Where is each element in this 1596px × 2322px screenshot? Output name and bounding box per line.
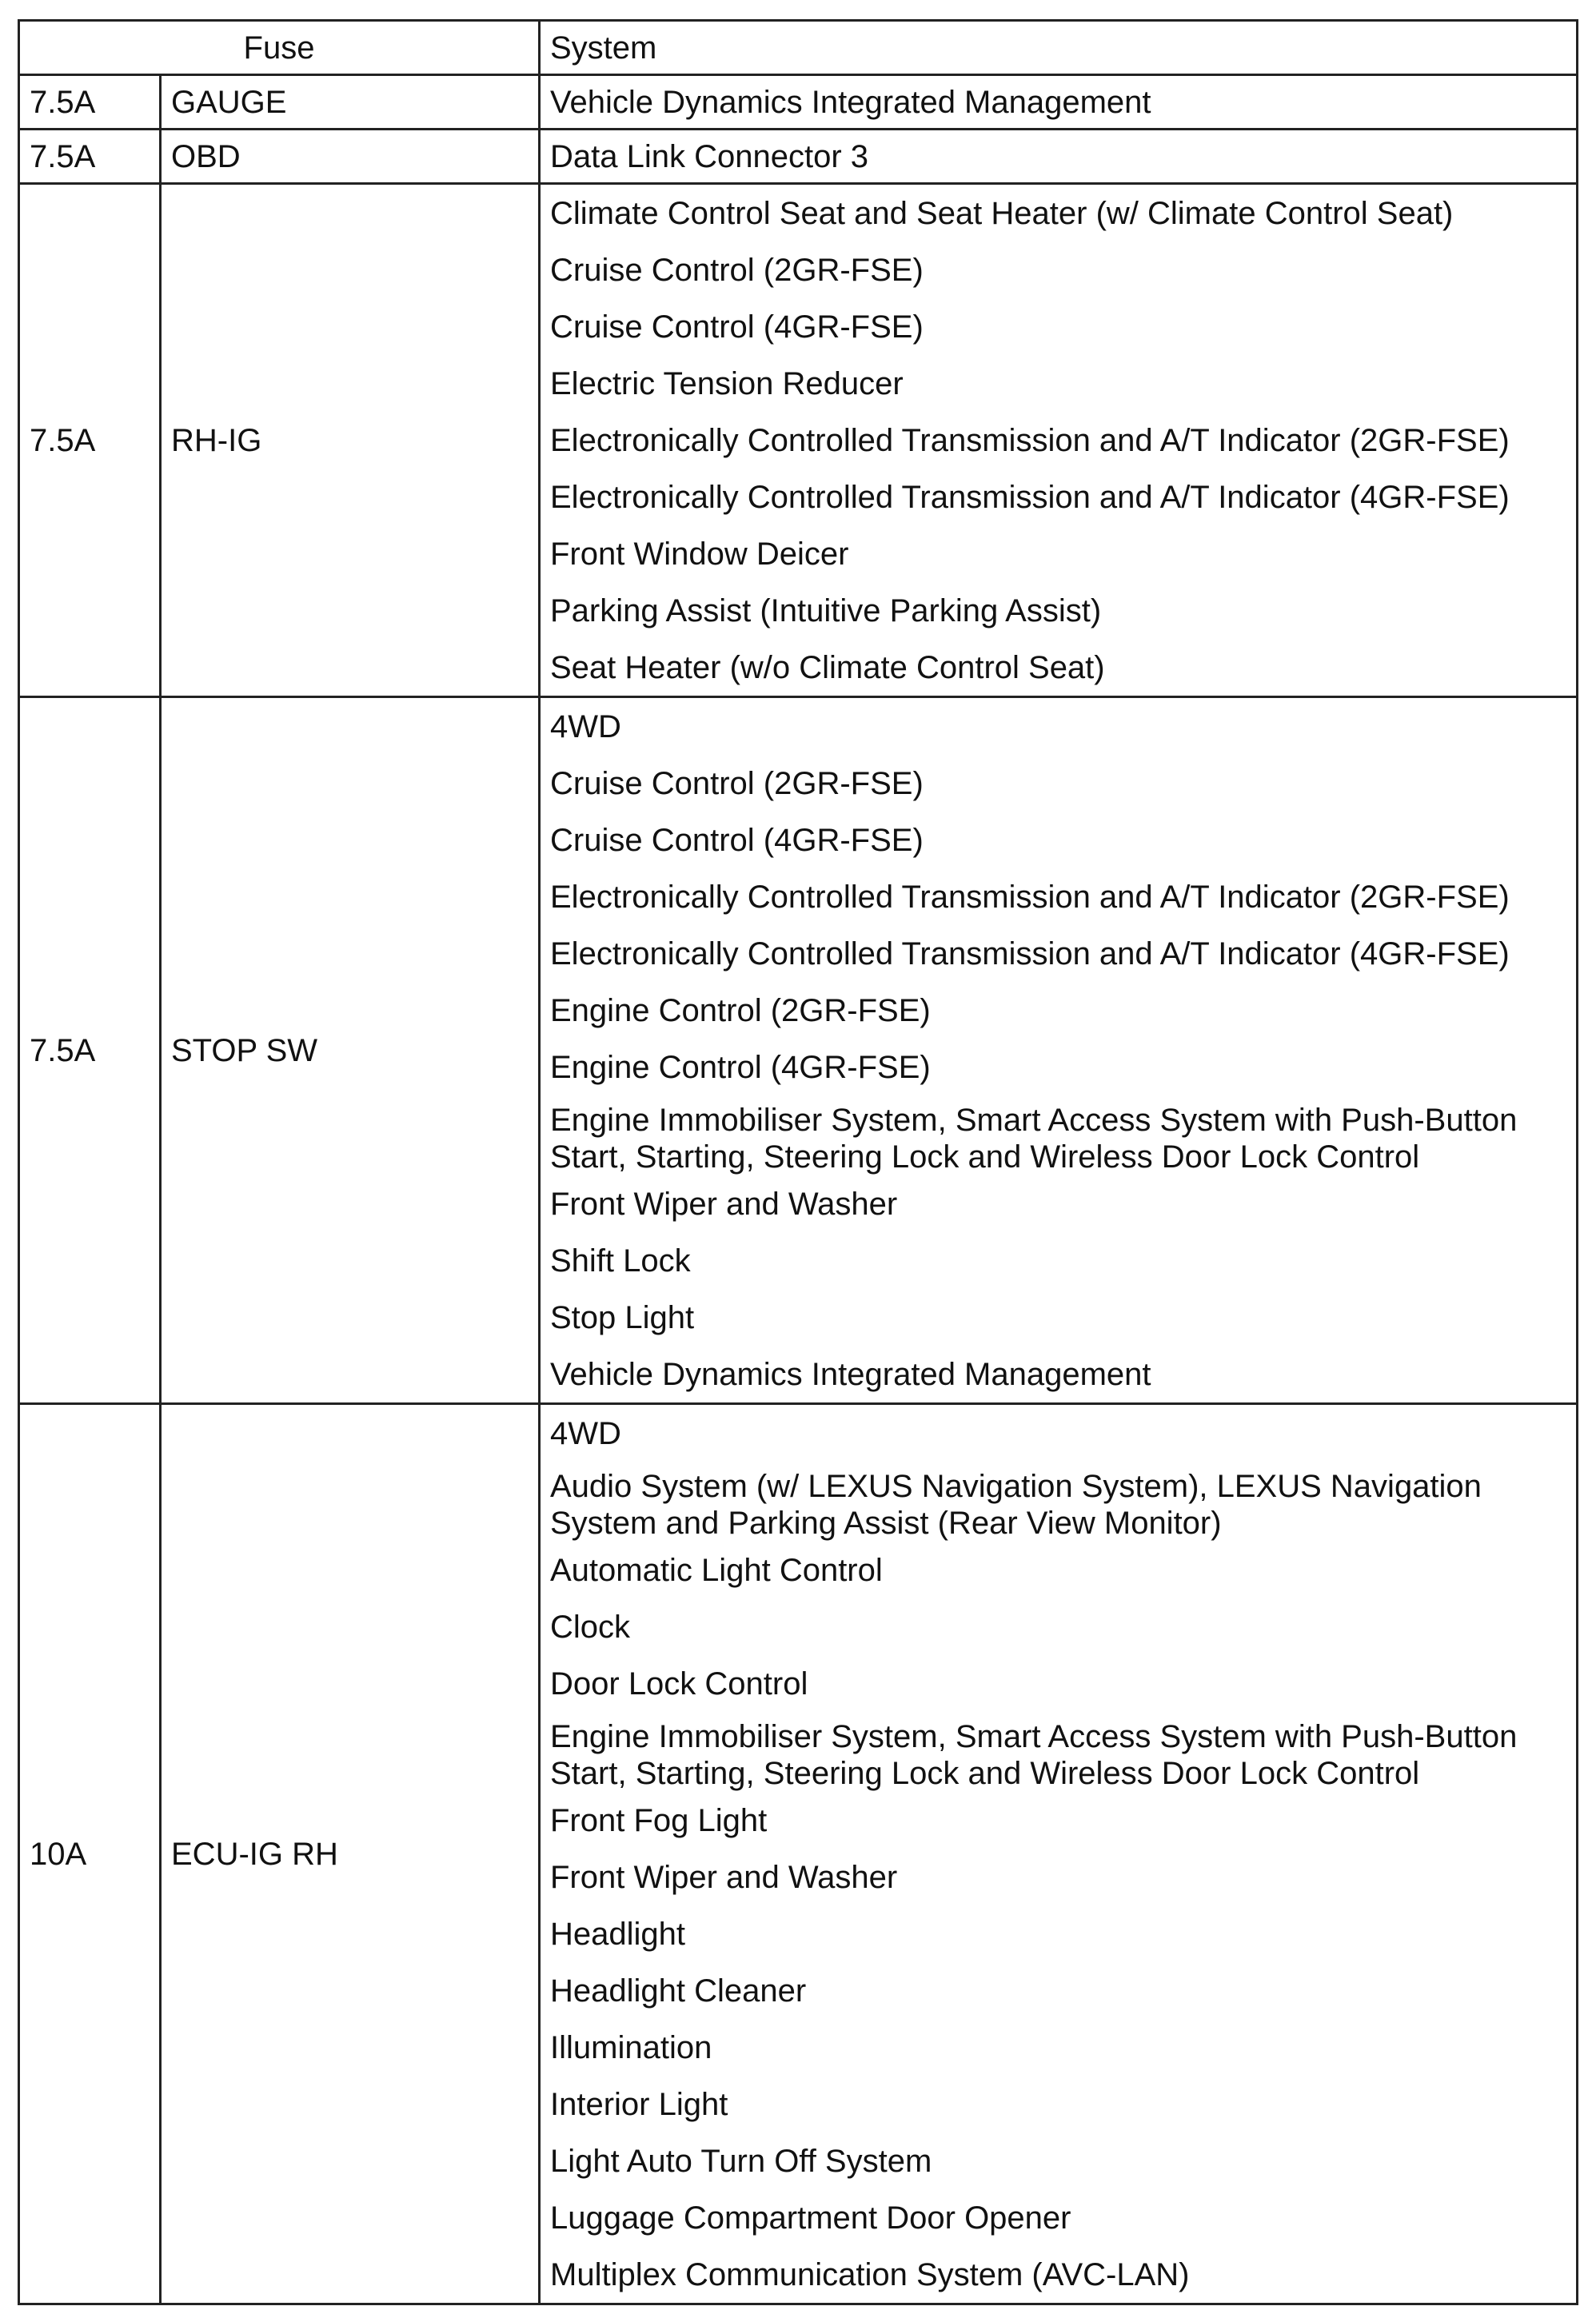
system-item: Cruise Control (4GR-FSE) <box>550 309 924 345</box>
system-item: 4WD <box>550 708 621 744</box>
table-row <box>19 697 1578 1404</box>
fuse-amperage: 10A <box>19 1404 161 2304</box>
system-item: Headlight Cleaner <box>550 1973 807 2009</box>
system-item: Seat Heater (w/o Climate Control Seat) <box>550 649 1105 685</box>
system-item: Multiplex Communication System (AVC-LAN) <box>550 2256 1190 2292</box>
system-cell <box>540 184 1578 697</box>
fuse-amperage: 7.5A <box>19 697 161 1404</box>
system-item: Electronically Controlled Transmission and A/T Indicator (4GR-FSE) <box>550 936 1510 971</box>
system-item: Clock <box>550 1609 631 1645</box>
system-item: Engine Immobiliser System, Smart Access System with Push-Button Start, Starting, Steering Lock and Wireless Door Lock Control <box>550 1719 1518 1791</box>
fuse-amperage: 7.5A <box>19 75 161 130</box>
system-item: Climate Control Seat and Seat Heater (w/ Climate Control Seat) <box>550 195 1454 231</box>
system-item: Front Wiper and Washer <box>550 1186 898 1222</box>
system-item: Luggage Compartment Door Opener <box>550 2200 1071 2236</box>
fuse-name: RH-IG <box>161 184 540 697</box>
system-item: Parking Assist (Intuitive Parking Assist) <box>550 592 1102 628</box>
table-body <box>19 75 1578 2304</box>
header-system: System <box>540 21 1578 75</box>
system-item: Front Fog Light <box>550 1802 768 1838</box>
system-item: Automatic Light Control <box>550 1552 883 1588</box>
table-row <box>19 1404 1578 2304</box>
system-item: Audio System (w/ LEXUS Navigation System), LEXUS Navigation System and Parking Assist (Rear View Monitor) <box>550 1469 1482 1541</box>
system-item: Electric Tension Reducer <box>550 365 904 401</box>
system-item: Cruise Control (2GR-FSE) <box>550 765 924 801</box>
system-item: Electronically Controlled Transmission and A/T Indicator (2GR-FSE) <box>550 879 1510 915</box>
table-row <box>19 184 1578 697</box>
system-item: Cruise Control (4GR-FSE) <box>550 822 924 858</box>
fuse-name: ECU-IG RH <box>161 1404 540 2304</box>
table-row <box>19 130 1578 184</box>
fuse-name: OBD <box>161 130 540 184</box>
table-header-row <box>19 21 1578 75</box>
fuse-amperage: 7.5A <box>19 130 161 184</box>
system-item: Shift Lock <box>550 1243 691 1279</box>
system-item: Engine Control (2GR-FSE) <box>550 992 931 1028</box>
system-cell: Vehicle Dynamics Integrated Management <box>540 75 1578 130</box>
system-item: Interior Light <box>550 2086 728 2122</box>
table-row <box>19 75 1578 130</box>
system-item: 4WD <box>550 1415 621 1451</box>
fuse-amperage: 7.5A <box>19 184 161 697</box>
system-item: Front Wiper and Washer <box>550 1859 898 1895</box>
system-cell <box>540 1404 1578 2304</box>
system-item: Stop Light <box>550 1299 695 1335</box>
system-cell: Data Link Connector 3 <box>540 130 1578 184</box>
fuse-name: GAUGE <box>161 75 540 130</box>
system-item: Cruise Control (2GR-FSE) <box>550 252 924 288</box>
system-item: Door Lock Control <box>550 1666 808 1702</box>
system-cell <box>540 697 1578 1404</box>
system-item: Engine Control (4GR-FSE) <box>550 1049 931 1085</box>
system-item: Light Auto Turn Off System <box>550 2143 932 2179</box>
system-item: Illumination <box>550 2029 712 2065</box>
system-item: Electronically Controlled Transmission and A/T Indicator (2GR-FSE) <box>550 422 1510 458</box>
header-fuse: Fuse <box>19 21 540 75</box>
system-item: Electronically Controlled Transmission and A/T Indicator (4GR-FSE) <box>550 479 1510 515</box>
system-item: Engine Immobiliser System, Smart Access System with Push-Button Start, Starting, Steering Lock and Wireless Door Lock Control <box>550 1103 1518 1175</box>
system-item: Headlight <box>550 1916 686 1952</box>
system-item: Front Window Deicer <box>550 536 849 572</box>
fuse-table <box>18 19 1578 2305</box>
system-item: Vehicle Dynamics Integrated Management <box>550 1356 1151 1392</box>
fuse-name: STOP SW <box>161 697 540 1404</box>
